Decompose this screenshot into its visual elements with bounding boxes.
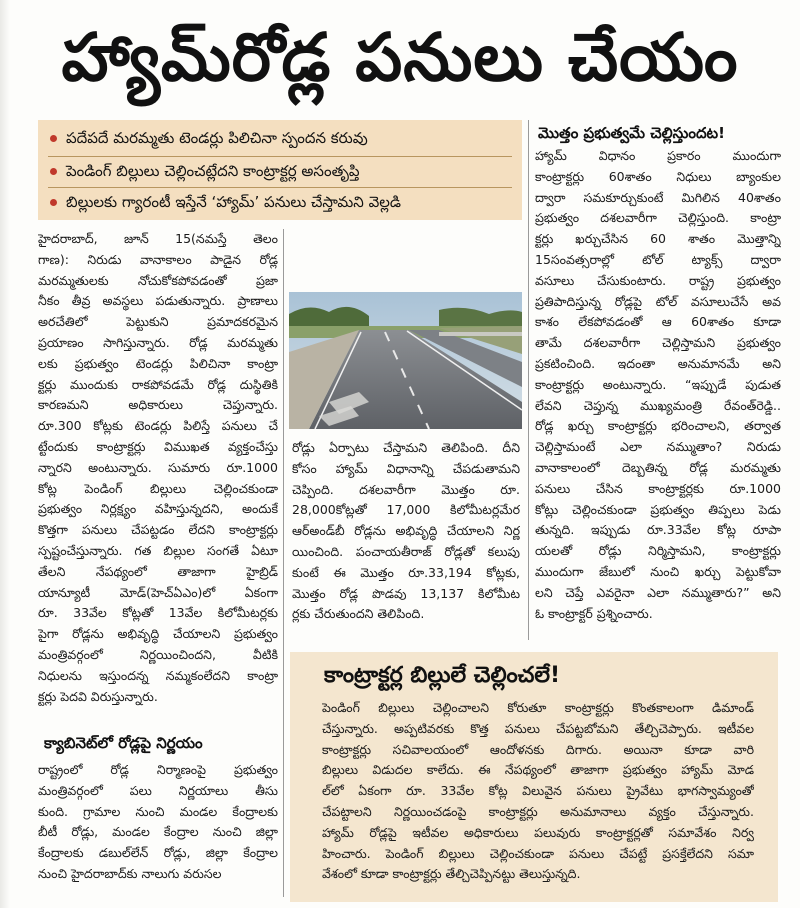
text-line: కారణమని అధికారులు చెప్తున్నారు. <box>38 397 278 413</box>
text-line: మంత్రివర్గంలో పలు నిర్ణయాలు తీసు <box>38 782 278 798</box>
highlight-text: పెండింగ్ బిల్లులు చెల్లించట్లేదని కాంట్రాక్టర్ల అసంతృప్తి <box>66 162 360 180</box>
text-line: తామే దశలవారీగా చెల్లిస్తామని ప్రభుత్వం <box>535 335 781 351</box>
text-line: 15సంవత్సరాల్లో టోల్ ట్యాక్స్ ద్వారా <box>535 251 781 267</box>
text-line: కేంద్రాలకు డబుల్‌లేన్ రోడ్లు, జిల్లా కేంద్రాల <box>38 845 278 861</box>
text-line: హైదరాబాద్, జూన్ 15(నమస్తే తెలం <box>38 231 278 246</box>
text-line: కొత్తగా పనులు చేపట్టడం లేదని కాంట్రాక్టర్లు <box>38 522 278 538</box>
column-rule <box>283 229 284 897</box>
highlights-box <box>38 120 522 220</box>
text-line: మరమ్మతులకు నోచుకోకపోవడంతో ప్రజా <box>38 272 278 288</box>
text-line: ప్రయాణం సాగిస్తున్నారు. రోడ్ల మరమ్మతు <box>38 334 278 350</box>
text-line: హ్యామ్ విధానం ప్రకారం ముందుగా <box>535 148 781 163</box>
text-line: అరచేతిలో పెట్టుకుని ప్రమాదకరమైన <box>38 314 278 330</box>
text-line: న్నారని అంటున్నారు. సుమారు రూ.1000 <box>38 459 278 475</box>
text-line: యాన్యూటీ మోడ్(హెచ్‌ఏఎం)లో ఏకంగా <box>38 584 278 600</box>
page-fold-edge <box>0 0 10 908</box>
highlight-item <box>50 192 401 212</box>
text-line: హ్యామ్ రోడ్లపై ఇటీవల అధికారులు పలువురు కాంట్రాక్టర్లతో సమావేశం నిర్వ <box>322 824 754 840</box>
text-line: ట్టేందుకు కాంట్రాక్టర్లు విముఖత వ్యక్తంచేస్తు <box>38 438 278 454</box>
highlight-item <box>50 161 360 181</box>
section-subhead: క్యాబినెట్‌లో రోడ్లపై నిర్ణయం <box>44 734 203 752</box>
highlight-item <box>50 128 368 148</box>
text-line: వానాకాలంలో దెబ్బతిన్న రోడ్ల మరమ్మతు <box>535 459 781 475</box>
text-line: నీకం తీవ్ర అవస్థలు పడుతున్నారు. ప్రాణాలు <box>38 293 278 309</box>
text-line: చేస్తున్నారు. అప్పటివరకు కొత్త పనులు చేపట్టబోమని తేల్చిచెప్పారు. ఇటీవల <box>322 720 754 736</box>
text-line: హించారు. పెండింగ్ బిల్లులు చెల్లించకుండా పనులు చేపట్టే ప్రసక్తేలేదని సమా <box>322 845 754 861</box>
text-line: ప్రతిపాదిస్తున్న రోడ్లపై టోల్ వసూలుచేసే అవ <box>535 293 781 309</box>
text-line: రూ. 33వేల కోట్లతో 13వేల కిలోమీటర్లకు <box>38 605 278 621</box>
road-photo <box>289 292 522 429</box>
text-line: గాణ): నిరుడు వానాకాలం పాడైన రోడ్ల <box>38 251 278 267</box>
box-title: కాంట్రాక్టర్ల బిల్లులే చెల్లించలే! <box>324 663 560 688</box>
bullet-icon <box>50 199 57 206</box>
box-body <box>322 698 754 885</box>
headline: హ్యామ్‌రోడ్ల పనులు చేయం <box>61 19 739 96</box>
bullet-icon <box>50 168 57 175</box>
text-line: చెప్పింది. దశలవారీగా మొత్తం రూ. <box>292 481 520 497</box>
column-rule <box>528 120 529 640</box>
text-line: ద్వారా సమకూర్చుకుంటే మిగిలిన 40శాతం <box>535 189 781 205</box>
highway-image <box>289 292 522 429</box>
left-column-continued <box>38 760 278 885</box>
text-line: యలతో రోడ్లు నిర్మిస్తామని, కాంట్రాక్టర్లు <box>535 543 781 559</box>
text-line: ప్రకటించింది. ఇదంతా అనుమానమే అని <box>535 355 781 371</box>
text-line: లకు ప్రభుత్వం టెండర్లు పిలిచినా కాంట్రా <box>38 355 278 371</box>
text-line: రోడ్లు ఏర్పాటు చేస్తామని తెలిపింది. దీని <box>292 440 520 455</box>
text-line: క్టర్లు పెదవి విరుస్తున్నారు. <box>38 688 158 704</box>
text-line: వసూలు చేసుకుంటారు. రాష్ట్ర ప్రభుత్వం <box>535 272 781 288</box>
text-line: కాంట్రాక్టర్లు సచివాలయంలో ఆందోళనకు దిగారు. అయినా కూడా వారి <box>322 741 754 757</box>
text-line: బిల్లులు విడుదల కాలేదు. ఈ నేపథ్యంలో తాజాగా ప్రభుత్వం హ్యామ్ మోడ <box>322 762 754 778</box>
text-line: నుంచి హైదరాబాద్‌కు నాలుగు వరుసల <box>38 865 222 881</box>
text-line: పనులు చేసిన కాంట్రాక్టర్లకు రూ.1000 <box>535 480 781 496</box>
text-line: కోట్లు చెల్లించకుండా ప్రభుత్వం తిప్పలు పెడు <box>535 501 781 517</box>
text-line: ఓ కాంట్రాక్టర్ ప్రశ్నించారు. <box>535 605 653 621</box>
middle-column <box>292 438 520 625</box>
text-line: ముందుగా జేబులో నుంచి ఖర్చు పెట్టుకోవా <box>535 563 781 579</box>
text-line: క్టర్లు ముందుకు రాకపోవడమే రోడ్ల దుస్థితికి <box>38 376 278 392</box>
highlight-text: పదేపదే మరమ్మతు టెండర్లు పిలిచినా స్పందన కరువు <box>66 129 368 147</box>
text-line: క్టర్లు ఖర్చుచేసిన 60 శాతం మొత్తాన్ని <box>535 231 781 247</box>
text-line: ల్‌లో ఏకంగా రూ. 33వేల కోట్ల విలువైన పనులు ప్రైవేటు భాగస్వామ్యంతో <box>322 783 754 799</box>
text-line: పైగా రోడ్లను అభివృద్ధి చేయాలని ప్రభుత్వం <box>38 626 278 642</box>
text-line: చేపట్టాలని నిర్ణయించడంపై కాంట్రాక్టర్లు అనుమానాలు వ్యక్తం చేస్తున్నారు. <box>322 803 754 819</box>
text-line: కాంట్రాక్టర్లు 60శాతం నిధులు బ్యాంకుల <box>535 168 781 184</box>
text-line: లని చెప్తే ఎవరైనా ఎలా నమ్ముతారు?” అని <box>535 584 781 600</box>
sidebar-story-box <box>290 652 778 902</box>
text-line: కుంది. గ్రామాల నుంచి మండల కేంద్రాలకు <box>38 803 278 819</box>
text-line: ప్రభుత్వం నిర్లక్ష్యం వహిస్తున్నదని, అందుకే <box>38 501 278 517</box>
text-line: లేవని చెప్తున్న ముఖ్యమంత్రి రేవంత్‌రెడ్డి.. <box>535 397 781 413</box>
text-line: మొత్తం రోడ్ల పొడవు 13,137 కిలోమీట <box>292 585 520 601</box>
text-line: కుంటే ఈ మొత్తం రూ.33,194 కోట్లకు, <box>292 564 520 580</box>
text-line: ర్లకు చేరుతుందని తెలిపింది. <box>292 606 425 622</box>
right-column <box>535 146 781 624</box>
section-subhead: మొత్తం ప్రభుత్వమే చెల్లిస్తుందట! <box>538 124 725 142</box>
text-line: స్పష్టంచేస్తున్నారు. గత బిల్లుల సంగతే ఏటూ <box>38 542 278 558</box>
text-line: రాష్ట్రంలో రోడ్ల నిర్మాణంపై ప్రభుత్వం <box>38 762 278 777</box>
text-line: ప్రభుత్వం దశలవారీగా చెల్లిస్తుంది. కాంట్రా <box>535 210 781 226</box>
text-line: వేశంలో కూడా కాంట్రాక్టర్లు తేల్చిచెప్పినట్టు తెలుస్తున్నది. <box>322 866 581 882</box>
text-line: తేలని నేపథ్యంలో తాజాగా హైబ్రిడ్ <box>38 563 278 579</box>
left-column <box>38 229 278 707</box>
divider <box>48 156 512 157</box>
text-line: యించింది. పంచాయతీరాజ్ రోడ్లతో కలుపు <box>292 543 520 559</box>
text-line: 28,000కోట్లతో 17,000 కిలోమీటర్లమేర <box>292 502 520 518</box>
text-line: పెండింగ్ బిల్లులు చెల్లించాలని కోరుతూ కాంట్రాక్టర్లు కొంతకాలంగా డిమాండ్ <box>322 700 754 715</box>
divider <box>48 187 512 188</box>
text-line: రూ.300 కోట్లకు టెండర్లు పిలిస్తే పనులు చే <box>38 418 278 434</box>
text-line: కోసం హ్యామ్ విధానాన్ని చేపడుతామని <box>292 460 520 476</box>
text-line: రోడ్ల ఖర్చు కాంట్రాక్టర్లు భరించాలని, తర్వాత <box>535 418 781 434</box>
text-line: కాశం లేకపోవడంతో ఆ 60శాతం కూడా <box>535 314 781 330</box>
bullet-icon <box>50 135 57 142</box>
text-line: కాంట్రాక్టర్లు అంటున్నారు. “ఇప్పుడే పుడుత <box>535 376 781 392</box>
text-line: తున్నది. ఇప్పుడు రూ.33వేల కోట్ల రూపా <box>535 522 781 538</box>
text-line: మంత్రివర్గంలో నిర్ణయించిందని, వీటికి <box>38 646 278 662</box>
text-line: నిధులను ఇస్తుందన్న నమ్మకంలేదని కాంట్రా <box>38 667 278 683</box>
highlight-text: బిల్లులకు గ్యారంటీ ఇస్తేనే ‘హ్యామ్’ పనులు చేస్తామని వెల్లడి <box>66 193 401 211</box>
text-line: బీటీ రోడ్లు, మండల కేంద్రాల నుంచి జిల్లా <box>38 824 278 840</box>
text-line: చెల్లిస్తామంటే ఎలా నమ్ముతాం? నిరుడు <box>535 439 781 455</box>
text-line: కోట్ల పెండింగ్ బిల్లులు చెల్లించకుండా <box>38 480 278 496</box>
text-line: ఆర్‌అండ్‌బీ రోడ్లను అభివృద్ధి చేయాలని నిర్ణ <box>292 523 520 539</box>
